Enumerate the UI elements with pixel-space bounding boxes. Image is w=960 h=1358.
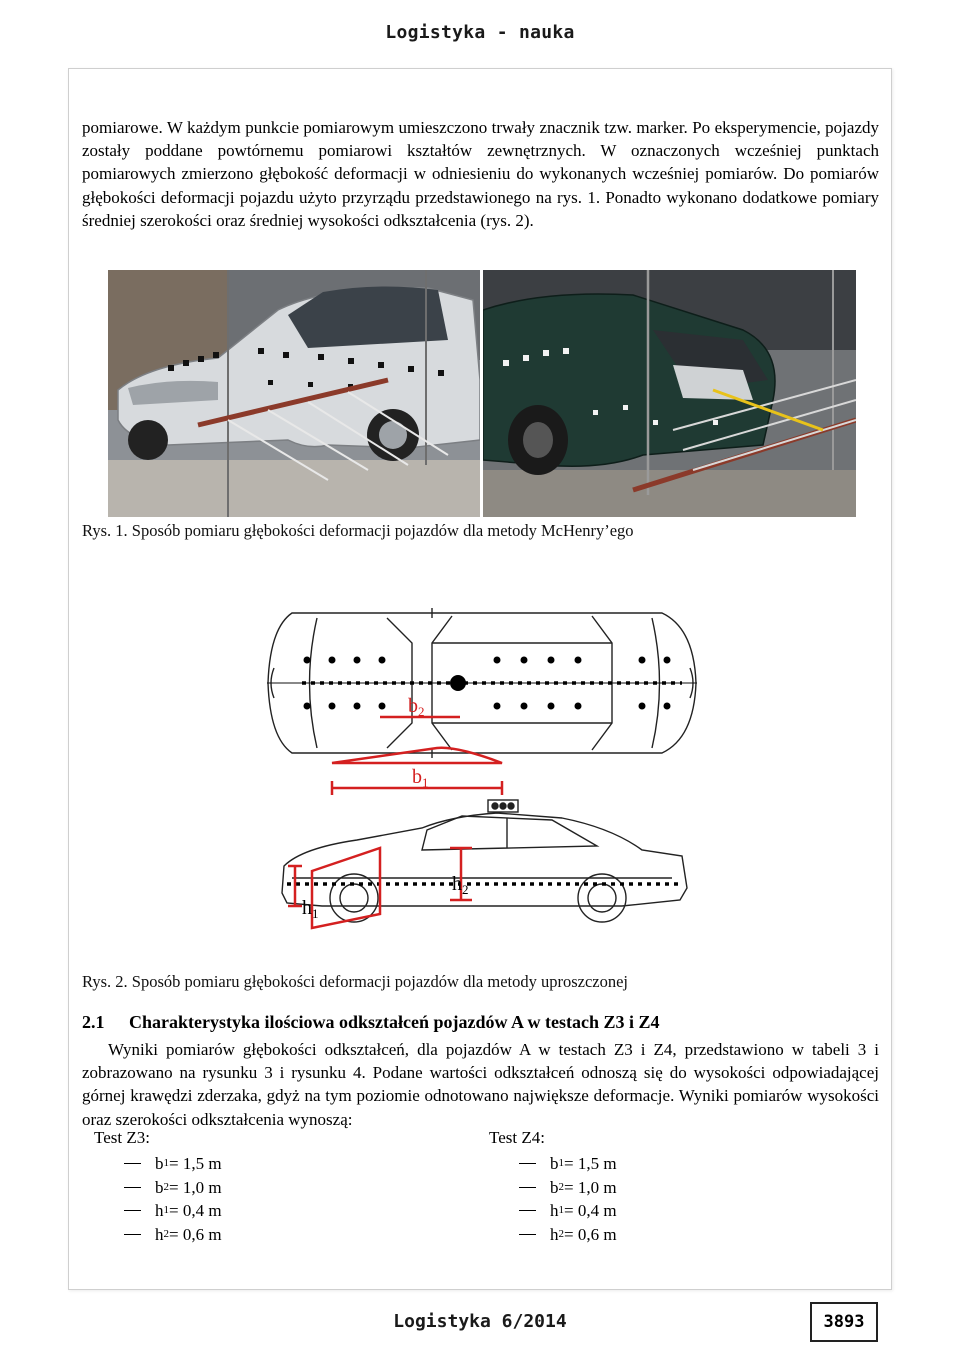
label-b1: $b_1$ — [412, 766, 429, 790]
photo-silver-car-measurement — [108, 270, 480, 517]
measurement-item: b 2 = 1,0 m — [94, 1176, 222, 1200]
deformation-diagram — [262, 588, 702, 958]
measurement-item: b 1 = 1,5 m — [94, 1152, 222, 1176]
test-z3-title: Test Z3: — [94, 1128, 150, 1147]
measurement-item: h 2 = 0,6 m — [94, 1223, 222, 1247]
figure-2-caption: Rys. 2. Sposób pomiaru głębokości deformacji pojazdów dla metody uproszczonej — [82, 972, 629, 991]
test-z3-results — [94, 1128, 222, 1246]
measurement-item: h 1 = 0,4 m — [94, 1199, 222, 1223]
measurement-item: b 1 = 1,5 m — [489, 1152, 617, 1176]
measurement-item: h 2 = 0,6 m — [489, 1223, 617, 1247]
paragraph-2: Wyniki pomiarów głębokości odkształceń, dla pojazdów A w testach Z3 i Z4, przedstawiono w tabeli 3 i zobrazowano na rysunku 3 i rysunku 4. Podane wartości odkształceń odnoszą się do wysokości odpowiadającej górnej krawędzi zderzaka, gdyż na tym poziomie odnotowano największe deformacje. Wyniki pomiarów wysokości oraz szerokości odkształcenia wynoszą: — [82, 1040, 879, 1129]
label-b2: $b_2$ — [408, 695, 425, 719]
test-z4-results — [489, 1128, 617, 1246]
figure-1-caption: Rys. 1. Sposób pomiaru głębokości deformacji pojazdów dla metody McHenry’ego — [82, 521, 634, 540]
section-heading — [82, 1012, 660, 1033]
measurement-item: b 2 = 1,0 m — [489, 1176, 617, 1200]
label-h2: $h_2$ — [452, 873, 469, 897]
page-number: 3893 — [810, 1302, 878, 1342]
measurement-item: h 1 = 0,4 m — [489, 1199, 617, 1223]
test-z4-title: Test Z4: — [489, 1128, 545, 1147]
label-h1: $h_1$ — [302, 897, 319, 921]
paragraph-1: pomiarowe. W każdym punkcie pomiarowym umieszczono trwały znacznik tzw. marker. Po eksperymencie, pojazdy zostały poddane powtórnemu pomiarowi kształtów zewnętrznych. W oznaczonych wcześniej punktach pomiarowych zmierzono głębokość deformacji w odniesieniu do wykonanych wcześniej pomiarów. Do pomiarów głębokości deformacji pojazdu użyto przyrządu przedstawionego na rys. 1. Ponadto wykonano dodatkowe pomiary średniej szerokości oraz średniej wysokości odkształcenia (rys. 2). — [82, 118, 879, 230]
photo-green-car-measurement — [483, 270, 856, 517]
footer-journal: Logistyka 6/2014 — [393, 1311, 567, 1332]
section-number: 2.1 — [82, 1012, 105, 1032]
section-title: Charakterystyka ilościowa odkształceń pojazdów A w testach Z3 i Z4 — [129, 1012, 660, 1032]
running-header: Logistyka - nauka — [385, 22, 575, 43]
